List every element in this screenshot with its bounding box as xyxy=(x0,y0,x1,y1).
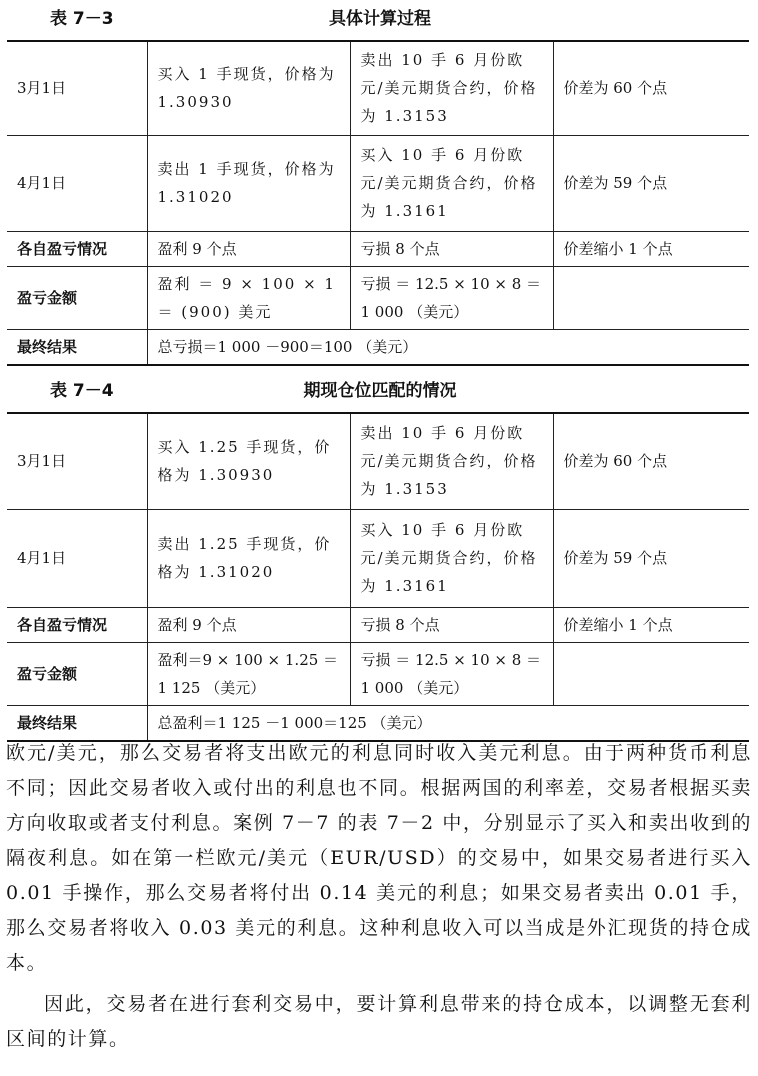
row-label: 最终结果 xyxy=(7,329,147,365)
futures-cell: 买入 10 手 6 月份欧元/美元期货合约，价格为 1.3161 xyxy=(350,135,553,231)
row-label: 盈亏金额 xyxy=(7,266,147,329)
spot-cell: 卖出 1 手现货，价格为 1.31020 xyxy=(147,135,350,231)
spread-cell xyxy=(553,266,749,329)
futures-cell: 买入 10 手 6 月份欧元/美元期货合约，价格为 1.3161 xyxy=(350,509,553,607)
spread-cell: 价差缩小 1 个点 xyxy=(553,231,749,266)
spread-cell: 价差缩小 1 个点 xyxy=(553,607,749,642)
spread-cell: 价差为 60 个点 xyxy=(553,41,749,135)
row-label: 各自盈亏情况 xyxy=(7,231,147,266)
row-label: 盈亏金额 xyxy=(7,642,147,705)
table1-title: 具体计算过程 xyxy=(329,9,431,29)
futures-cell: 亏损 8 个点 xyxy=(350,231,553,266)
futures-cell: 卖出 10 手 6 月份欧元/美元期货合约，价格为 1.3153 xyxy=(350,413,553,509)
table1 xyxy=(7,40,749,366)
table2-row-amount xyxy=(7,642,749,705)
paragraph: 因此，交易者在进行套利交易中，要计算利息带来的持仓成本，以调整无套利区间的计算。 xyxy=(6,993,752,1050)
table2-row-apr1 xyxy=(7,509,749,607)
futures-cell: 亏损 ＝ 12.5 × 10 × 8 ＝ 1 000 （美元） xyxy=(350,642,553,705)
spot-cell: 盈利 ＝ 9 × 100 × 1 ＝ (900) 美元 xyxy=(147,266,350,329)
row-label: 最终结果 xyxy=(7,705,147,741)
paragraph: 欧元/美元，那么交易者将支出欧元的利息同时收入美元利息。由于两种货币利息不同；因此交易者收入或付出的利息也不同。根据两国的利率差，交易者根据买卖方向收取或者支付利息。案例 7－7 的表 7－2 中，分别显示了买入和卖出收到的隔夜利息。如在第一栏欧元/美元（EUR/USD）的交易中，如果交易者进行买入 0.01 手操作，那么交易者将付出 0.14 美元的利息；如果交易者卖出 0.01 手，那么交易者将收入 0.03 美元的利息。这种利息收入可以当成是外汇现货的持仓成本。 xyxy=(6,742,752,974)
table1-row-pnl xyxy=(7,231,749,266)
spread-cell: 价差为 60 个点 xyxy=(553,413,749,509)
row-label: 4月1日 xyxy=(7,135,147,231)
row-label: 各自盈亏情况 xyxy=(7,607,147,642)
table1-row-amount xyxy=(7,266,749,329)
table2 xyxy=(7,412,749,742)
table1-row-apr1 xyxy=(7,135,749,231)
table2-number: 表 7－4 xyxy=(50,381,114,401)
table1-row-final xyxy=(7,329,749,365)
spot-cell: 盈利 9 个点 xyxy=(147,607,350,642)
table1-caption xyxy=(10,4,750,34)
spread-cell xyxy=(553,642,749,705)
body-text xyxy=(6,736,752,1057)
table2-title: 期现仓位匹配的情况 xyxy=(303,381,457,401)
futures-cell: 亏损 ＝ 12.5 × 10 × 8 ＝ 1 000 （美元） xyxy=(350,266,553,329)
futures-cell: 亏损 8 个点 xyxy=(350,607,553,642)
table1-row-mar1 xyxy=(7,41,749,135)
row-label: 3月1日 xyxy=(7,41,147,135)
row-label: 3月1日 xyxy=(7,413,147,509)
table2-row-pnl xyxy=(7,607,749,642)
table2-row-mar1 xyxy=(7,413,749,509)
futures-cell: 卖出 10 手 6 月份欧元/美元期货合约，价格为 1.3153 xyxy=(350,41,553,135)
row-label: 4月1日 xyxy=(7,509,147,607)
spot-cell: 盈利 9 个点 xyxy=(147,231,350,266)
spot-cell: 盈利＝9 × 100 × 1.25 ＝ 1 125 （美元） xyxy=(147,642,350,705)
table1-number: 表 7－3 xyxy=(50,9,114,29)
spot-cell: 买入 1.25 手现货，价格为 1.30930 xyxy=(147,413,350,509)
spread-cell: 价差为 59 个点 xyxy=(553,509,749,607)
total-cell: 总亏损＝1 000 －900＝100 （美元） xyxy=(147,329,749,365)
spot-cell: 卖出 1.25 手现货，价格为 1.31020 xyxy=(147,509,350,607)
total-cell: 总盈利＝1 125 －1 000＝125 （美元） xyxy=(147,705,749,741)
spread-cell: 价差为 59 个点 xyxy=(553,135,749,231)
spot-cell: 买入 1 手现货，价格为 1.30930 xyxy=(147,41,350,135)
table2-caption xyxy=(10,376,750,406)
